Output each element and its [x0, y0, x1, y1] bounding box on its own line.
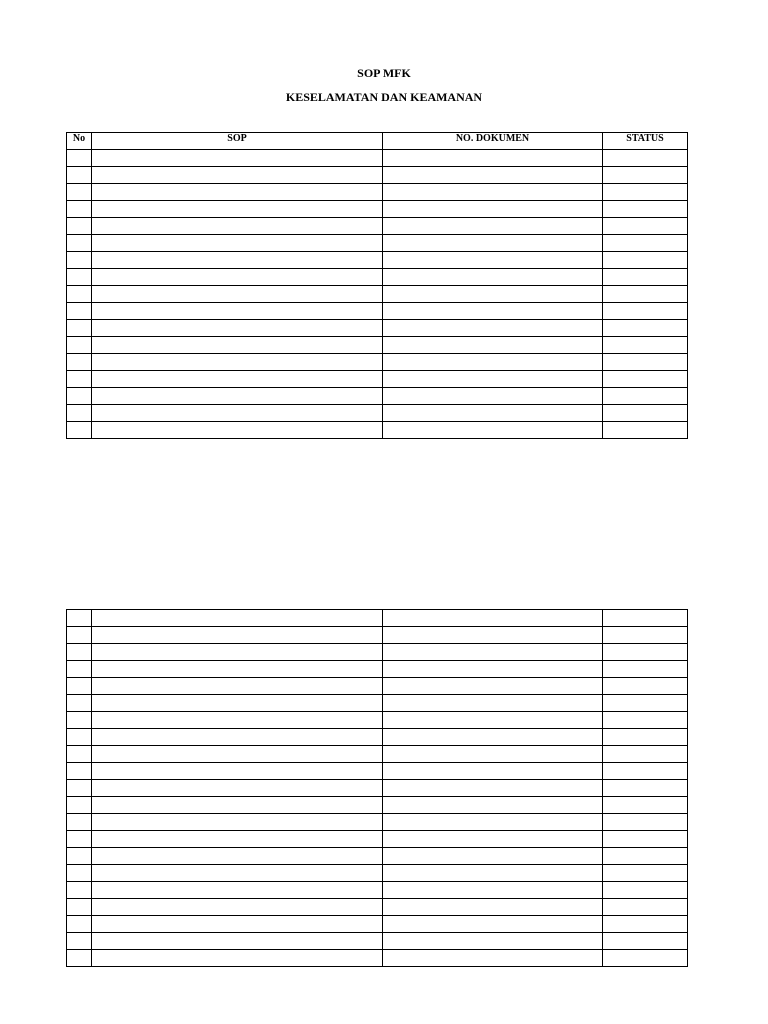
cell-sop: [92, 797, 383, 814]
cell-status: [603, 218, 688, 235]
table-row: [67, 746, 688, 763]
table-row: [67, 678, 688, 695]
table-row: [67, 235, 688, 252]
cell-status: [603, 831, 688, 848]
cell-no: [67, 201, 92, 218]
cell-no-dokumen: [383, 644, 603, 661]
cell-no-dokumen: [383, 303, 603, 320]
table-row: [67, 252, 688, 269]
cell-no: [67, 916, 92, 933]
cell-no: [67, 252, 92, 269]
cell-no: [67, 184, 92, 201]
cell-status: [603, 848, 688, 865]
cell-status: [603, 235, 688, 252]
cell-status: [603, 252, 688, 269]
cell-sop: [92, 695, 383, 712]
cell-status: [603, 644, 688, 661]
cell-no-dokumen: [383, 831, 603, 848]
cell-no-dokumen: [383, 678, 603, 695]
cell-sop: [92, 354, 383, 371]
cell-no-dokumen: [383, 916, 603, 933]
cell-no-dokumen: [383, 882, 603, 899]
cell-no: [67, 746, 92, 763]
table-row: [67, 303, 688, 320]
table-row: [67, 797, 688, 814]
table-row: [67, 320, 688, 337]
cell-no-dokumen: [383, 235, 603, 252]
cell-sop: [92, 712, 383, 729]
cell-sop: [92, 644, 383, 661]
cell-no: [67, 150, 92, 167]
table-row: [67, 712, 688, 729]
cell-sop: [92, 746, 383, 763]
cell-status: [603, 865, 688, 882]
cell-no: [67, 610, 92, 627]
cell-sop: [92, 865, 383, 882]
table-row: [67, 882, 688, 899]
cell-sop: [92, 167, 383, 184]
table-row: [67, 150, 688, 167]
cell-status: [603, 695, 688, 712]
table-row: [67, 627, 688, 644]
cell-no: [67, 235, 92, 252]
cell-no: [67, 405, 92, 422]
cell-sop: [92, 235, 383, 252]
cell-status: [603, 388, 688, 405]
cell-sop: [92, 729, 383, 746]
cell-status: [603, 950, 688, 967]
cell-sop: [92, 286, 383, 303]
cell-no: [67, 337, 92, 354]
cell-status: [603, 933, 688, 950]
cell-no: [67, 286, 92, 303]
table-row: [67, 695, 688, 712]
cell-sop: [92, 916, 383, 933]
cell-no-dokumen: [383, 218, 603, 235]
cell-no-dokumen: [383, 354, 603, 371]
table-row: [67, 780, 688, 797]
cell-sop: [92, 405, 383, 422]
table-row: [67, 337, 688, 354]
cell-no-dokumen: [383, 695, 603, 712]
table-row: [67, 865, 688, 882]
cell-no: [67, 627, 92, 644]
cell-sop: [92, 184, 383, 201]
cell-sop: [92, 422, 383, 439]
cell-status: [603, 371, 688, 388]
cell-sop: [92, 388, 383, 405]
cell-no: [67, 865, 92, 882]
table-row: [67, 899, 688, 916]
cell-no: [67, 167, 92, 184]
cell-no: [67, 780, 92, 797]
cell-no: [67, 814, 92, 831]
cell-no-dokumen: [383, 865, 603, 882]
header-sop: SOP: [92, 133, 383, 150]
cell-sop: [92, 933, 383, 950]
cell-no: [67, 371, 92, 388]
table-row: [67, 848, 688, 865]
cell-status: [603, 320, 688, 337]
cell-status: [603, 780, 688, 797]
cell-no-dokumen: [383, 422, 603, 439]
cell-status: [603, 661, 688, 678]
cell-status: [603, 167, 688, 184]
cell-no: [67, 661, 92, 678]
cell-sop: [92, 201, 383, 218]
cell-no-dokumen: [383, 150, 603, 167]
cell-status: [603, 405, 688, 422]
cell-status: [603, 610, 688, 627]
cell-no: [67, 763, 92, 780]
cell-no: [67, 933, 92, 950]
cell-no-dokumen: [383, 712, 603, 729]
cell-status: [603, 746, 688, 763]
cell-no-dokumen: [383, 899, 603, 916]
cell-sop: [92, 678, 383, 695]
cell-no-dokumen: [383, 184, 603, 201]
cell-no-dokumen: [383, 337, 603, 354]
table-row: [67, 933, 688, 950]
cell-no: [67, 695, 92, 712]
cell-status: [603, 269, 688, 286]
table-row: [67, 831, 688, 848]
cell-status: [603, 627, 688, 644]
cell-no: [67, 320, 92, 337]
cell-status: [603, 201, 688, 218]
cell-no-dokumen: [383, 610, 603, 627]
cell-status: [603, 797, 688, 814]
cell-sop: [92, 218, 383, 235]
cell-no: [67, 303, 92, 320]
table-row: [67, 916, 688, 933]
table-row: [67, 371, 688, 388]
cell-no: [67, 950, 92, 967]
sop-table-bottom-body: [67, 610, 688, 967]
cell-no: [67, 269, 92, 286]
cell-sop: [92, 610, 383, 627]
cell-no: [67, 797, 92, 814]
cell-status: [603, 422, 688, 439]
cell-sop: [92, 950, 383, 967]
cell-no-dokumen: [383, 269, 603, 286]
cell-status: [603, 814, 688, 831]
table-row: [67, 354, 688, 371]
cell-no: [67, 644, 92, 661]
cell-no: [67, 678, 92, 695]
cell-no-dokumen: [383, 729, 603, 746]
cell-sop: [92, 882, 383, 899]
cell-sop: [92, 848, 383, 865]
table-row: [67, 644, 688, 661]
table-row: [67, 269, 688, 286]
cell-status: [603, 729, 688, 746]
cell-sop: [92, 303, 383, 320]
cell-sop: [92, 831, 383, 848]
cell-no-dokumen: [383, 320, 603, 337]
table-row: [67, 610, 688, 627]
cell-no-dokumen: [383, 627, 603, 644]
cell-no-dokumen: [383, 252, 603, 269]
cell-no-dokumen: [383, 201, 603, 218]
cell-sop: [92, 320, 383, 337]
cell-status: [603, 916, 688, 933]
header-no: No: [67, 133, 92, 150]
cell-status: [603, 354, 688, 371]
document-title: SOP MFK: [357, 66, 411, 80]
cell-no: [67, 712, 92, 729]
header-no-dokumen: NO. DOKUMEN: [383, 133, 603, 150]
cell-status: [603, 303, 688, 320]
cell-status: [603, 763, 688, 780]
cell-no: [67, 831, 92, 848]
cell-status: [603, 712, 688, 729]
cell-no-dokumen: [383, 950, 603, 967]
cell-no: [67, 354, 92, 371]
sop-table-top-body: [67, 150, 688, 439]
cell-sop: [92, 371, 383, 388]
cell-no: [67, 729, 92, 746]
cell-no-dokumen: [383, 848, 603, 865]
cell-no-dokumen: [383, 388, 603, 405]
table-row: [67, 286, 688, 303]
table-row: [67, 388, 688, 405]
table-row: [67, 201, 688, 218]
cell-sop: [92, 899, 383, 916]
sop-table-top: [66, 132, 688, 439]
table-header-row: [67, 133, 688, 150]
cell-sop: [92, 150, 383, 167]
cell-no-dokumen: [383, 814, 603, 831]
table-row: [67, 763, 688, 780]
table-row: [67, 729, 688, 746]
table-row: [67, 661, 688, 678]
cell-no-dokumen: [383, 371, 603, 388]
header-status: STATUS: [603, 133, 688, 150]
cell-sop: [92, 661, 383, 678]
cell-no-dokumen: [383, 746, 603, 763]
cell-sop: [92, 627, 383, 644]
table-row: [67, 814, 688, 831]
cell-no-dokumen: [383, 405, 603, 422]
cell-no-dokumen: [383, 286, 603, 303]
cell-status: [603, 899, 688, 916]
document-subtitle: KESELAMATAN DAN KEAMANAN: [285, 90, 483, 104]
cell-no-dokumen: [383, 167, 603, 184]
cell-no: [67, 388, 92, 405]
cell-status: [603, 184, 688, 201]
cell-no-dokumen: [383, 763, 603, 780]
cell-status: [603, 150, 688, 167]
cell-status: [603, 337, 688, 354]
cell-sop: [92, 252, 383, 269]
cell-no-dokumen: [383, 780, 603, 797]
cell-status: [603, 882, 688, 899]
table-row: [67, 950, 688, 967]
cell-sop: [92, 814, 383, 831]
cell-no-dokumen: [383, 797, 603, 814]
cell-sop: [92, 269, 383, 286]
cell-sop: [92, 763, 383, 780]
table-row: [67, 184, 688, 201]
cell-no: [67, 422, 92, 439]
cell-no: [67, 218, 92, 235]
cell-status: [603, 286, 688, 303]
cell-no-dokumen: [383, 661, 603, 678]
cell-no: [67, 882, 92, 899]
cell-sop: [92, 337, 383, 354]
table-row: [67, 422, 688, 439]
cell-no-dokumen: [383, 933, 603, 950]
cell-status: [603, 678, 688, 695]
cell-no: [67, 848, 92, 865]
table-row: [67, 218, 688, 235]
table-row: [67, 167, 688, 184]
sop-table-bottom: [66, 609, 688, 967]
table-row: [67, 405, 688, 422]
cell-sop: [92, 780, 383, 797]
cell-no: [67, 899, 92, 916]
